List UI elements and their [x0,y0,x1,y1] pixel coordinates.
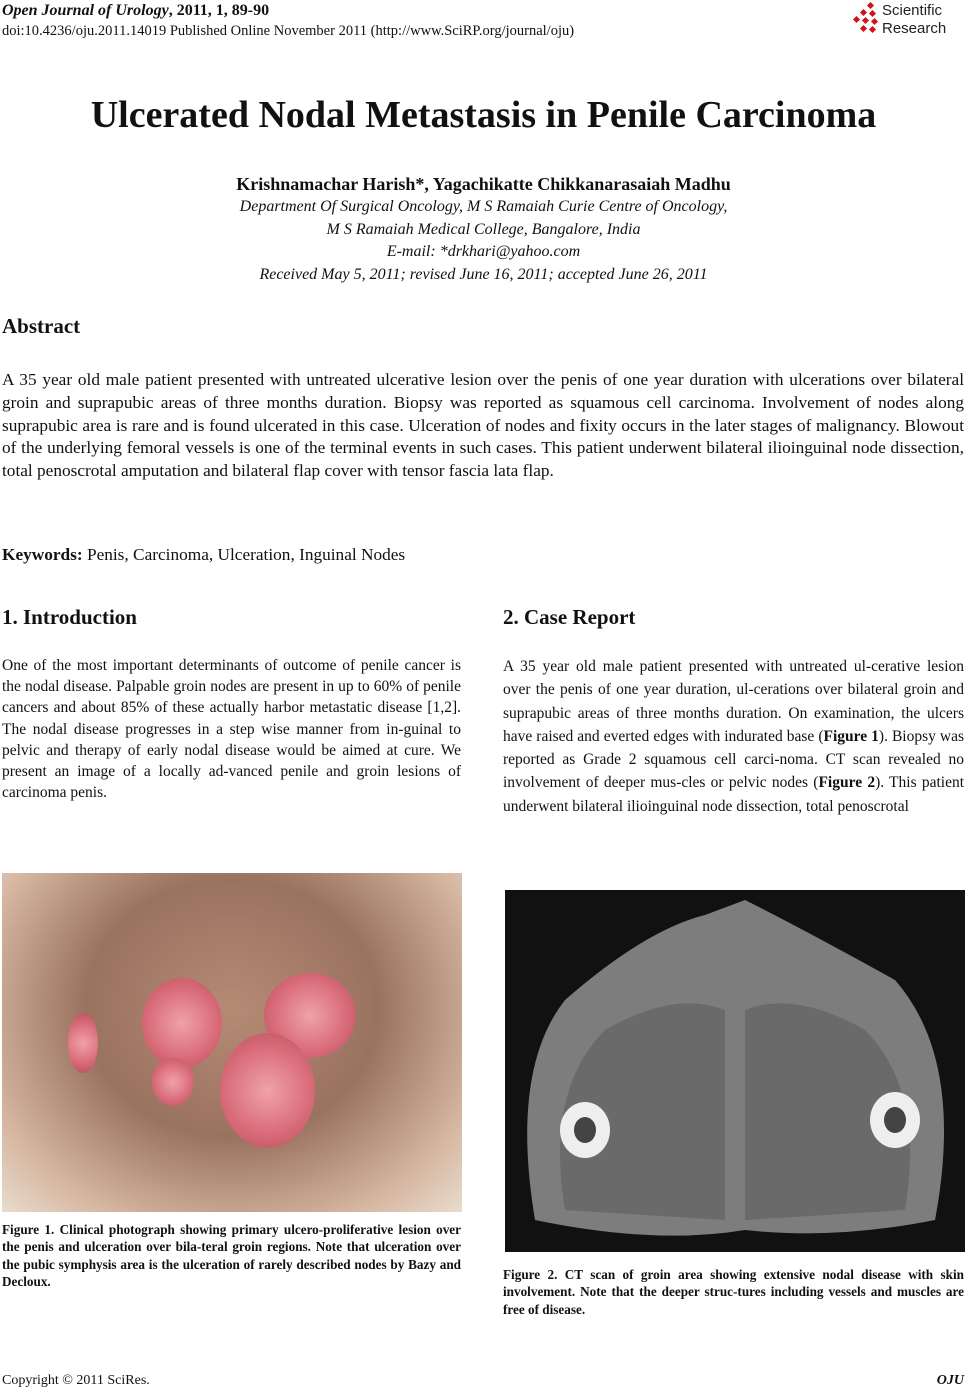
figure-ref: Figure 1 [823,727,879,745]
logo-line-1: Scientific [882,2,943,19]
dates: Received May 5, 2011; revised June 16, 2011; accepted June 26, 2011 [259,266,708,283]
section-heading-case-report: 2. Case Report [503,605,636,629]
journal-info: , 2011, 1, 89-90 [168,2,270,19]
authors: Krishnamachar Harish*, Yagachikatte Chikkanarasaiah Madhu [236,174,731,194]
keywords [2,545,405,565]
keywords-label: Keywords: [2,545,83,564]
figure-2-ct-scan [505,890,965,1252]
doi-line: doi:10.4236/oju.2011.14019 Published Online November 2011 (http://www.SciRP.org/journal/oju) [2,23,575,39]
case-report-text [503,655,964,818]
ct-image [505,890,965,1252]
logo-line-2: Research [882,20,947,37]
email: E-mail: *drkhari@yahoo.com [386,243,581,260]
figure-ref: Figure 2 [818,774,876,792]
copyright: Copyright © 2011 SciRes. [2,1373,150,1388]
journal-abbreviation: OJU [936,1373,964,1388]
diamond-logo-icon [848,2,880,38]
figure-1-clinical-photo [2,873,462,1212]
affiliation: Department Of Surgical Oncology, M S Ramaiah Curie Centre of Oncology, [239,198,728,215]
journal-name: Open Journal of Urology [2,2,169,19]
paper-title: Ulcerated Nodal Metastasis in Penile Carcinoma [90,94,877,136]
text: ). Biopsy was reported as Grade 2 squamous cell carci-noma. CT scan revealed no involvement of deeper mus-cles or pelvic nodes ( [503,727,965,792]
introduction-text: One of the most important determinants of outcome of penile cancer is the nodal disease. Palpable groin nodes are present in up to 60% of penile cancers and about 85% of these actually harbor metastatic disease [1,2]. The nodal disease progresses in a step wise manner from in-guinal to pelvic and therapy of early nodal disease would be aimed at cure. We present an image of a locally ad-vanced penile and groin lesions of carcinoma penis. [2,657,461,802]
affiliation: M S Ramaiah Medical College, Bangalore, India [326,221,641,238]
text: ). This patient underwent bilateral ilioinguinal node dissection, total penoscrotal [503,774,965,815]
abstract-text: A 35 year old male patient presented with untreated ulcerative lesion over the penis of one year duration with ulcerations over bilateral groin and suprapubic areas of three months duration. Biopsy was reported as squamous cell carcinoma. Involvement of nodes along suprapubic area is rare and is found ulcerated in this case. Ulceration of nodes and fixity occurs in the later stages of malignancy. Blowout of the underlying femoral vessels is one of the terminal events in such cases. This patient underwent bilateral ilioinguinal node dissection, total penoscrotal amputation and bilateral flap cover with tensor fascia lata flap. [2,370,964,481]
figure-1-caption: Figure 1. Clinical photograph showing primary ulcero-proliferative lesion over the penis and ulceration over bila-teral groin regions. Note that ulceration over the pubic symphysis area is the ulceration of rarely described nodes by Bazy and Decloux. [2,1222,461,1289]
text: A 35 year old male patient presented with untreated ul-cerative lesion over the penis of one year duration, ul-cerations over bilateral groin and suprapubic areas of three months duration. On examination, the ulcers have raised and everted edges with indurated base ( [503,658,964,745]
scientific-research-logo [848,2,966,42]
figure-2-caption: Figure 2. CT scan of groin area showing extensive nodal disease with skin involvement. Note that the deeper struc-tures including vessels and muscles are free of disease. [503,1267,964,1317]
abstract-heading: Abstract [2,314,81,338]
keywords-text: Penis, Carcinoma, Ulceration, Inguinal Nodes [82,545,406,564]
section-heading-introduction: 1. Introduction [2,605,137,629]
journal-citation [2,2,269,20]
